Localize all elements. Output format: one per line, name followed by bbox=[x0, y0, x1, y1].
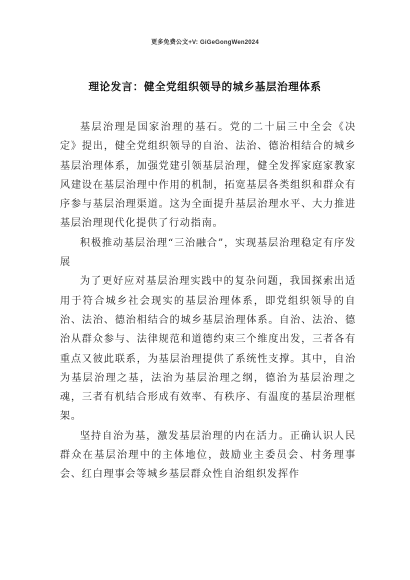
header-note: 更多免费公文+V: GiGeGongWen2024 bbox=[151, 40, 259, 46]
paragraph-intro: 基层治理是国家治理的基石。党的二十届三中全会《决定》提出，健全党组织领导的自治、法治、德治相结合的城乡基层治理体系，加强党建引领基层治理，健全发挥家庭家教家风建设在基层治理中作用的机制，拓宽基层各类组织和群众有序参与基层治理渠道。这为全面提升基层治理水平、大力推进基层治理现代化提供了行动指南。 bbox=[60, 122, 356, 230]
document-title: 理论发言：健全党组织领导的城乡基层治理体系 bbox=[88, 81, 322, 93]
paragraph-autonomy: 坚持自治为基，激发基层治理的内在活力。正确认识人民群众在基层治理中的主体地位，鼓励业主委员会、村务理事会、红白理事会等城乡基层群众性自治组织发挥作 bbox=[60, 430, 356, 481]
section-heading: 积极推动基层治理“三治融合”，实现基层治理稳定有序发展 bbox=[60, 237, 356, 269]
paragraph-framework: 为了更好应对基层治理实践中的复杂问题，我国探索出适用于符合城乡社会现实的基层治理体系，即党组织领导的自治、法治、德治相结合的城乡基层治理体系。自治、法治、德治从群众参与、法律规范和道德约束三个维度出发，三者各有重点又彼此联系，为基层治理提供了系统性支撑。其中，自治为基层治理之基，法治为基层治理之纲，德治为基层治理之魂，三者有机结合形成有效率、有秩序、有温度的基层治理框架。 bbox=[60, 276, 356, 423]
document-body bbox=[60, 118, 356, 485]
